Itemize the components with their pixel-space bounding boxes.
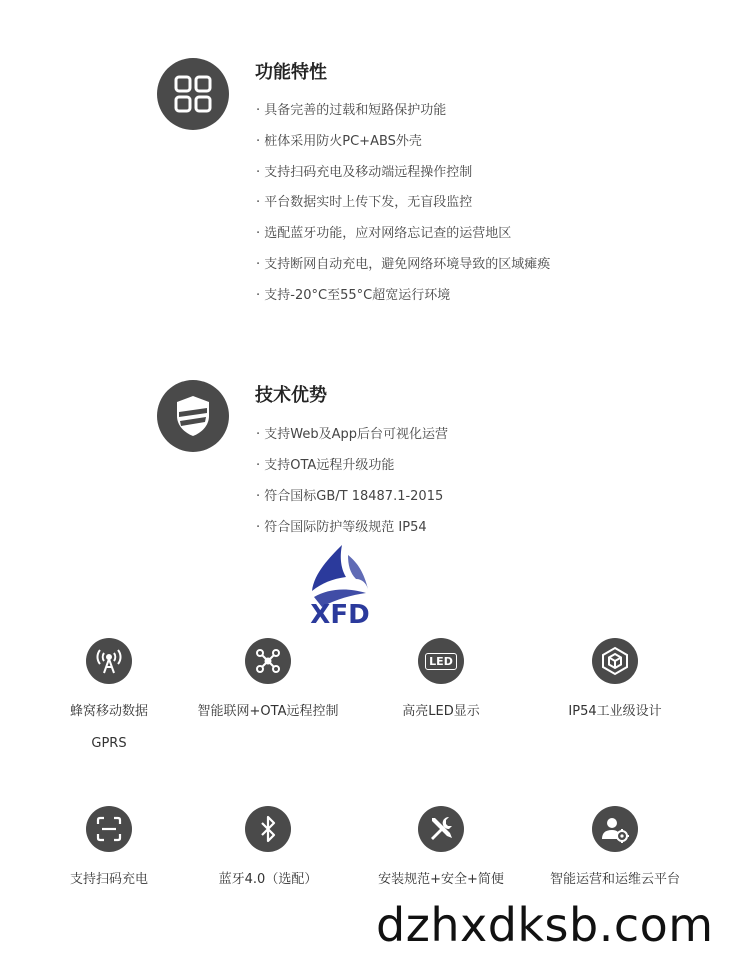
feature-bluetooth bbox=[178, 806, 358, 896]
feature-ota-label: 智能联网+OTA远程控制 bbox=[197, 704, 339, 719]
logo-text: XFD bbox=[310, 600, 370, 627]
features-list bbox=[256, 96, 550, 312]
list-item: · 支持-20°C至55°C超宽运行环境 bbox=[256, 287, 451, 303]
feature-led bbox=[351, 638, 531, 728]
list-item: · 支持OTA远程升级功能 bbox=[256, 458, 395, 473]
scan-icon bbox=[86, 806, 132, 852]
list-item: · 支持扫码充电及移动端远程操作控制 bbox=[256, 164, 473, 180]
user-gear-icon bbox=[592, 806, 638, 852]
bluetooth-icon bbox=[245, 806, 291, 852]
hexagon-box-icon bbox=[592, 638, 638, 684]
list-item: · 支持Web及App后台可视化运营 bbox=[256, 427, 449, 442]
watermark-domain: dzhxdksb.com bbox=[376, 898, 714, 952]
list-item: · 平台数据实时上传下发，无盲段监控 bbox=[256, 195, 473, 211]
advantages-title: 技术优势 bbox=[255, 385, 327, 406]
feature-ip54-label: IP54工业级设计 bbox=[568, 704, 662, 719]
feature-install bbox=[351, 806, 531, 896]
feature-install-label: 安装规范+安全+简便 bbox=[378, 872, 504, 887]
led-icon: LED bbox=[418, 638, 464, 684]
list-item: · 符合国际防护等级规范 IP54 bbox=[256, 520, 427, 535]
feature-scan bbox=[19, 806, 199, 896]
feature-scan-label: 支持扫码充电 bbox=[69, 872, 148, 887]
advantages-list bbox=[256, 419, 448, 543]
xfd-logo bbox=[300, 543, 380, 627]
list-item: · 桩体采用防火PC+ABS外壳 bbox=[256, 133, 422, 149]
grid-icon bbox=[157, 58, 229, 130]
feature-led-label: 高亮LED显示 bbox=[402, 704, 480, 719]
feature-ip54 bbox=[525, 638, 705, 728]
feature-ota bbox=[178, 638, 358, 728]
network-nodes-icon bbox=[245, 638, 291, 684]
features-title: 功能特性 bbox=[255, 62, 327, 83]
list-item: · 符合国标GB/T 18487.1-2015 bbox=[256, 489, 444, 504]
list-item: · 具备完善的过载和短路保护功能 bbox=[256, 103, 447, 118]
feature-gprs-label: 蜂窝移动数据 GPRS bbox=[69, 704, 148, 751]
signal-tower-icon bbox=[86, 638, 132, 684]
list-item: · 支持断网自动充电，避免网络环境导致的区域瘫痪 bbox=[256, 256, 551, 272]
tools-icon bbox=[418, 806, 464, 852]
feature-cloud-platform-label: 智能运营和运维云平台 bbox=[549, 872, 680, 887]
feature-bluetooth-label: 蓝牙4.0（选配） bbox=[218, 872, 318, 887]
shield-icon bbox=[157, 380, 229, 452]
feature-gprs bbox=[19, 638, 199, 760]
feature-cloud-platform bbox=[525, 806, 705, 896]
list-item: · 选配蓝牙功能，应对网络忘记查的运营地区 bbox=[256, 226, 512, 242]
